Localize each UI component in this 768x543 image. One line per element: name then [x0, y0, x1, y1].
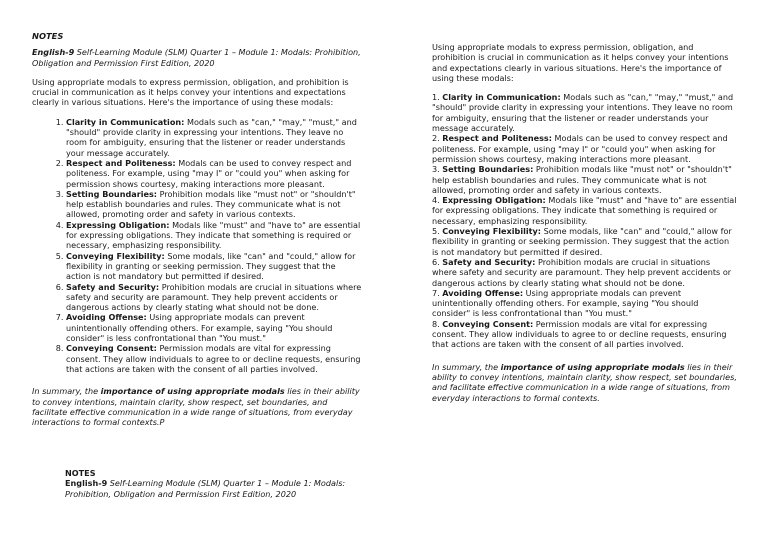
item-text: Some modals, like "can" and "could," allow for flexibility in granting or seeking permission. They suggest that the action is not mandatory but permitted if desired.: [66, 250, 356, 282]
list-item: [66, 220, 362, 251]
item-term: Clarity in Communication:: [442, 92, 561, 103]
list-item: [66, 282, 362, 313]
list-item: [66, 189, 362, 220]
bottom-notes-heading: NOTES: [65, 468, 96, 478]
item-number: 3.: [432, 164, 443, 175]
item-text: Some modals, like "can" and "could," allow for flexibility in granting or seeking permission. They suggest that the action is not mandatory but permitted if desired.: [432, 226, 732, 257]
item-term: Avoiding Offense:: [442, 287, 524, 298]
bottom-notes: [65, 468, 365, 499]
item-term: Expressing Obligation:: [442, 195, 546, 206]
module-title: Self-Learning Module (SLM) Quarter 1 – Module 1: Modals: Prohibition, Obligation and Permission First Edition, 2020: [32, 47, 361, 68]
list-item: [66, 117, 362, 158]
item-term: Safety and Security:: [442, 256, 536, 267]
intro-paragraph: Using appropriate modals to express permission, obligation, and prohibition is crucial in communication as it helps convey your intentions and expectations clearly in various situations. Here's the importance of using these modals:: [32, 76, 349, 108]
item-text: Modals can be used to convey respect and politeness. For example, using "may I" or "could you" when asking for permission shows courtesy, making interactions more pleasant.: [66, 157, 352, 189]
list-item: [66, 251, 362, 282]
list-item: [432, 257, 737, 288]
item-text: Permission modals are vital for expressing consent. They allow individuals to agree to or decline requests, ensuring that actions are taken with the consent of all parties involved.: [66, 343, 361, 374]
item-number: 8.: [432, 318, 443, 329]
item-number: 5.: [432, 226, 443, 237]
item-text: Modals can be used to convey respect and politeness. For example, using "may I" or "could you" when asking for permission shows courtesy, making interactions more pleasant.: [432, 133, 728, 164]
item-term: Safety and Security:: [66, 281, 160, 292]
item-number: 1.: [432, 92, 443, 103]
list-item: [432, 164, 737, 195]
item-term: Respect and Politeness:: [442, 133, 552, 144]
item-term: Setting Boundaries:: [66, 188, 158, 199]
list-item: [432, 288, 737, 319]
item-text: Prohibition modals are crucial in situations where safety and security are paramount. They help prevent accidents or dangerous actions by clearly stating what should not be done.: [66, 281, 362, 313]
item-number: 6.: [432, 256, 443, 267]
list-item: [432, 319, 737, 350]
item-text: Modals such as "can," "may," "must," and "should" provide clarity in expressing your intentions. They leave no room for ambiguity, ensuring that the listener or reader understands your message accurately.: [432, 92, 734, 134]
list-item: [432, 92, 737, 133]
bottom-module-reference: [65, 478, 365, 499]
importance-list: [432, 92, 737, 349]
item-term: Conveying Flexibility:: [66, 250, 165, 261]
right-column: [432, 42, 737, 412]
summary-lead: In summary, the: [432, 361, 501, 372]
item-number: 2.: [432, 133, 443, 144]
importance-list: [32, 117, 362, 374]
item-term: Respect and Politeness:: [66, 157, 176, 168]
bottom-module-prefix: English-9: [65, 478, 108, 489]
item-text: Prohibition modals like "must not" or "shouldn't" help establish boundaries and rules. They communicate what is not allowed, promoting order and safety in various contexts.: [432, 164, 732, 195]
item-number: 4.: [432, 195, 443, 206]
notes-heading: NOTES: [32, 31, 64, 41]
item-term: Clarity in Communication:: [66, 116, 185, 127]
summary-emphasis: importance of using appropriate modals: [100, 386, 285, 397]
list-item: [432, 195, 737, 226]
list-item: [66, 312, 362, 343]
item-number: 7.: [432, 287, 443, 298]
module-reference: [32, 47, 362, 68]
list-item: [432, 133, 737, 164]
item-text: Prohibition modals like "must not" or "shouldn't" help establish boundaries and rules. They communicate what is not allowed, promoting order and safety in various contexts.: [66, 188, 356, 220]
intro-paragraph: Using appropriate modals to express permission, obligation, and prohibition is crucial in communication as it helps convey your intentions and expectations clearly in various situations. Here's the importance of using these modals:: [432, 42, 729, 83]
list-item: [66, 158, 362, 189]
item-text: Prohibition modals are crucial in situations where safety and security are paramount. They help prevent accidents or dangerous actions by clearly stating what should not be done.: [432, 256, 732, 288]
list-item: [432, 226, 737, 257]
item-text: Using appropriate modals can prevent unintentionally offending others. For example, saying "You should consider" is less confrontational than "You must.": [432, 287, 699, 319]
item-text: Modals such as "can," "may," "must," and "should" provide clarity in expressing your intentions. They leave no room for ambiguity, ensuring that the listener or reader understands your message accurately.: [66, 116, 357, 158]
list-item: [66, 343, 362, 374]
summary-rest: lies in their ability to convey intentions, maintain clarity, show respect, set boundaries, and facilitate effective communication in a wide range of situations, from everyday interactions to formal contexts.: [432, 361, 737, 403]
item-term: Conveying Consent:: [66, 343, 157, 354]
summary-paragraph: [32, 386, 362, 427]
summary-rest: lies in their ability to convey intentions, maintain clarity, show respect, set boundaries, and facilitate effective communication in a wide range of situations, from everyday interactions to formal contexts.P: [32, 386, 360, 428]
summary-paragraph: [432, 362, 737, 403]
item-term: Setting Boundaries:: [442, 164, 534, 175]
summary-emphasis: importance of using appropriate modals: [500, 361, 685, 372]
bottom-module-title: Self-Learning Module (SLM) Quarter 1 – Module 1: Modals: Prohibition, Obligation and Permission First Edition, 2020: [65, 478, 346, 499]
item-text: Permission modals are vital for expressing consent. They allow individuals to agree to or decline requests, ensuring that actions are taken with the consent of all parties involved.: [432, 318, 727, 350]
item-term: Avoiding Offense:: [66, 312, 147, 323]
item-text: Using appropriate modals can prevent unintentionally offending others. For example, saying "You should consider" is less confrontational than "You must.": [66, 312, 333, 344]
item-text: Modals like "must" and "have to" are essential for expressing obligations. They indicate that something is required or necessary, emphasizing responsibility.: [66, 219, 361, 251]
item-text: Modals like "must" and "have to" are essential for expressing obligations. They indicate that something is required or necessary, emphasizing responsibility.: [432, 195, 737, 226]
module-prefix: English-9: [32, 47, 75, 58]
item-term: Expressing Obligation:: [66, 219, 170, 230]
summary-lead: In summary, the: [32, 386, 101, 397]
item-term: Conveying Consent:: [442, 318, 534, 329]
item-term: Conveying Flexibility:: [442, 226, 542, 237]
left-column: [32, 31, 362, 436]
